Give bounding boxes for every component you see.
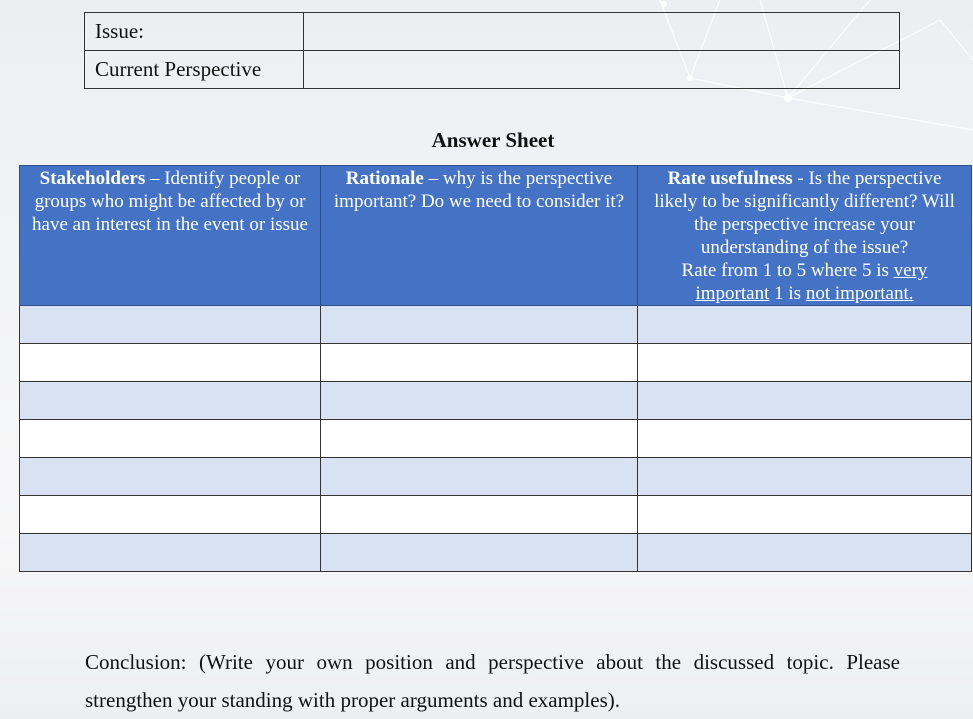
current-perspective-label: Current Perspective (85, 51, 304, 89)
stakeholders-header-text: – Identify people or groups who might be affected by or have an interest in the event or issue (32, 168, 308, 235)
issue-row (85, 13, 900, 51)
rate-scale-middle: 1 is (769, 283, 806, 304)
issue-label: Issue: (85, 13, 304, 51)
rationale-cell[interactable] (321, 458, 638, 496)
rating-cell[interactable] (638, 496, 972, 534)
rationale-cell[interactable] (321, 420, 638, 458)
stakeholder-cell[interactable] (20, 382, 321, 420)
rationale-cell[interactable] (321, 496, 638, 534)
current-perspective-field[interactable] (304, 51, 900, 89)
not-important-text: not important. (805, 283, 914, 304)
rating-cell[interactable] (638, 420, 972, 458)
rate-usefulness-header-text: - Is the perspective likely to be significantly different? Will the perspective increase your understanding of the issue? (654, 168, 955, 258)
issue-value-field[interactable] (304, 13, 900, 51)
rationale-cell[interactable] (321, 534, 638, 572)
rate-scale-prefix: Rate from 1 to 5 where 5 is (681, 260, 894, 281)
rationale-header (321, 166, 638, 306)
rating-cell[interactable] (638, 382, 972, 420)
answer-sheet-title: Answer Sheet (431, 128, 555, 152)
answer-header-row (20, 166, 972, 306)
table-row (20, 344, 972, 382)
stakeholder-cell[interactable] (20, 496, 321, 534)
rating-cell[interactable] (638, 344, 972, 382)
stakeholder-cell[interactable] (20, 458, 321, 496)
rating-cell[interactable] (638, 306, 972, 344)
rate-usefulness-header-title: Rate usefulness (667, 168, 793, 189)
stakeholders-header-title: Stakeholders (39, 168, 146, 189)
issue-info-table (84, 12, 900, 89)
stakeholder-cell[interactable] (20, 534, 321, 572)
rating-cell[interactable] (638, 534, 972, 572)
answer-sheet-table (19, 165, 972, 572)
conclusion-instructions: Conclusion: (Write your own position and perspective about the discussed topic. Please strengthen your standing with proper arguments and examples). (85, 650, 900, 712)
stakeholder-cell[interactable] (20, 306, 321, 344)
stakeholder-cell[interactable] (20, 420, 321, 458)
very-important-text: very important (695, 260, 928, 304)
table-row (20, 534, 972, 572)
rationale-header-title: Rationale (345, 168, 424, 189)
rationale-cell[interactable] (321, 344, 638, 382)
stakeholders-header (20, 166, 321, 306)
perspective-row (85, 51, 900, 89)
table-row (20, 306, 972, 344)
stakeholder-cell[interactable] (20, 344, 321, 382)
table-row (20, 420, 972, 458)
table-row (20, 382, 972, 420)
table-row (20, 496, 972, 534)
rationale-cell[interactable] (321, 306, 638, 344)
rationale-cell[interactable] (321, 382, 638, 420)
rating-cell[interactable] (638, 458, 972, 496)
rationale-header-text: – why is the perspective important? Do we need to consider it? (333, 168, 625, 212)
rate-usefulness-header (638, 166, 972, 306)
table-row (20, 458, 972, 496)
